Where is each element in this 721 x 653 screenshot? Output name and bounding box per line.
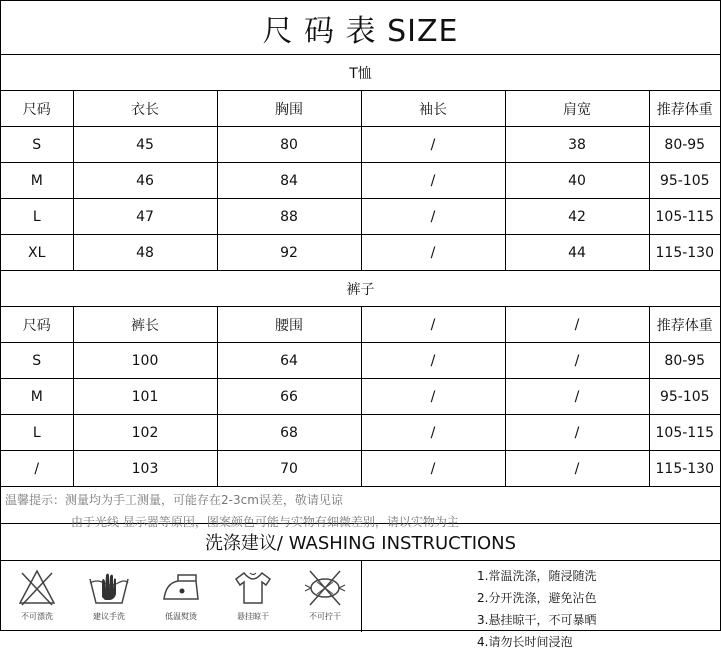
table-cell: / (505, 451, 649, 487)
table-cell: 103 (73, 451, 217, 487)
tip-line: 4.请勿长时间浸泡 (477, 635, 573, 649)
table-cell: M (1, 163, 73, 199)
table-cell: / (361, 235, 505, 271)
table-cell: 80-95 (649, 343, 720, 379)
pants-size-table (1, 307, 720, 487)
icon-label: 悬挂晾干 (237, 612, 269, 621)
table-cell: / (361, 127, 505, 163)
table-cell: / (361, 163, 505, 199)
table-cell: 100 (73, 343, 217, 379)
note-line-1: 温馨提示：测量均为手工测量，可能存在2-3cm误差，敬请见谅 (5, 493, 343, 507)
icon-label: 不可漂洗 (21, 612, 53, 621)
table-cell: / (361, 199, 505, 235)
tshirt-section-title: T恤 (1, 55, 720, 91)
table-cell: 80 (217, 127, 361, 163)
table-cell: / (361, 415, 505, 451)
table-cell: 66 (217, 379, 361, 415)
table-cell: / (505, 343, 649, 379)
washing-section (1, 561, 720, 649)
table-cell: L (1, 199, 73, 235)
hand-wash-item (79, 567, 139, 622)
measurement-note (1, 487, 720, 529)
tip-line: 2.分开洗涤，避免沾色 (477, 591, 597, 605)
table-row (1, 343, 720, 379)
table-cell: 45 (73, 127, 217, 163)
table-cell: 105-115 (649, 415, 720, 451)
table-cell: 70 (217, 451, 361, 487)
table-cell: L (1, 415, 73, 451)
no-bleach-icon (14, 567, 60, 609)
table-cell: 68 (217, 415, 361, 451)
header-cell: 尺码 (1, 307, 73, 343)
table-cell: / (505, 415, 649, 451)
table-cell: / (361, 343, 505, 379)
table-cell: 102 (73, 415, 217, 451)
header-cell: 腰围 (217, 307, 361, 343)
hang-dry-item (223, 567, 283, 622)
table-cell: / (361, 451, 505, 487)
no-wring-item (295, 567, 355, 622)
table-cell: 88 (217, 199, 361, 235)
table-row (1, 415, 720, 451)
table-cell: S (1, 127, 73, 163)
header-row (1, 91, 720, 127)
low-temp-iron-item (151, 567, 211, 622)
washing-tips (362, 561, 720, 649)
table-cell: 84 (217, 163, 361, 199)
washing-title: 洗涤建议/ WASHING INSTRUCTIONS (1, 524, 720, 561)
table-cell: / (505, 379, 649, 415)
no-bleach-item (7, 567, 67, 622)
table-row (1, 163, 720, 199)
table-cell: / (1, 451, 73, 487)
table-cell: 64 (217, 343, 361, 379)
table-cell: 46 (73, 163, 217, 199)
low-temp-iron-icon (158, 567, 204, 609)
table-row (1, 235, 720, 271)
table-cell: 44 (505, 235, 649, 271)
header-cell: / (505, 307, 649, 343)
washing-icons (1, 561, 362, 632)
note-line-2: 由于光线 显示器等原因，图案颜色可能与实物有细微差别，请以实物为主 (71, 515, 459, 529)
hand-wash-icon (86, 567, 132, 609)
page-title: 尺 码 表 SIZE (1, 1, 720, 55)
header-cell: 肩宽 (505, 91, 649, 127)
header-cell: 胸围 (217, 91, 361, 127)
table-cell: M (1, 379, 73, 415)
table-cell: 42 (505, 199, 649, 235)
icon-label: 低温熨烫 (165, 612, 197, 621)
tip-line: 1.常温洗涤，随浸随洗 (477, 569, 597, 583)
tip-line: 3.悬挂晾干，不可暴晒 (477, 613, 597, 627)
no-wring-icon (302, 567, 348, 609)
table-cell: S (1, 343, 73, 379)
header-cell: / (361, 307, 505, 343)
table-cell: 40 (505, 163, 649, 199)
table-row (1, 199, 720, 235)
tshirt-size-table (1, 91, 720, 271)
header-cell: 推荐体重 (649, 91, 720, 127)
header-cell: 尺码 (1, 91, 73, 127)
table-cell: / (361, 379, 505, 415)
table-cell: XL (1, 235, 73, 271)
table-cell: 95-105 (649, 163, 720, 199)
table-cell: 48 (73, 235, 217, 271)
header-cell: 裤长 (73, 307, 217, 343)
table-cell: 95-105 (649, 379, 720, 415)
pants-section-title: 裤子 (1, 271, 720, 307)
table-cell: 92 (217, 235, 361, 271)
header-cell: 袖长 (361, 91, 505, 127)
table-row (1, 379, 720, 415)
table-row (1, 451, 720, 487)
table-cell: 101 (73, 379, 217, 415)
table-cell: 38 (505, 127, 649, 163)
table-cell: 115-130 (649, 451, 720, 487)
hang-dry-icon (230, 567, 276, 609)
table-cell: 47 (73, 199, 217, 235)
icon-label: 不可拧干 (309, 612, 341, 621)
icon-label: 建议手洗 (93, 612, 125, 621)
table-cell: 80-95 (649, 127, 720, 163)
table-row (1, 127, 720, 163)
header-cell: 衣长 (73, 91, 217, 127)
header-row (1, 307, 720, 343)
table-cell: 105-115 (649, 199, 720, 235)
table-cell: 115-130 (649, 235, 720, 271)
header-cell: 推荐体重 (649, 307, 720, 343)
